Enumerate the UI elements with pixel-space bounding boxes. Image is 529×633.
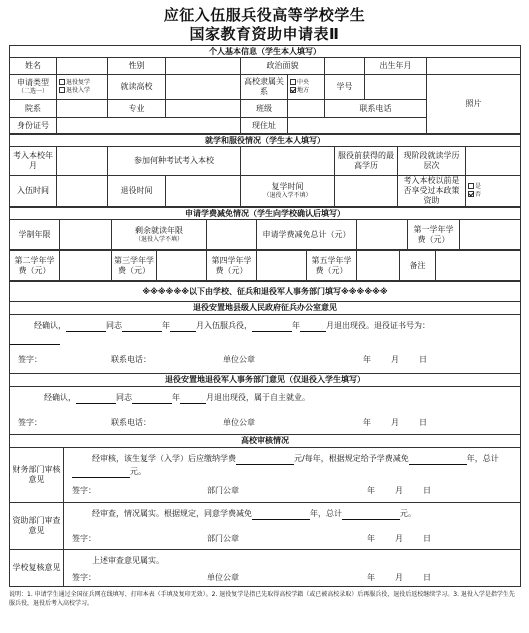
option-local-label: 地方 bbox=[297, 87, 310, 94]
finance-opinion[interactable] bbox=[64, 448, 521, 503]
school-review-opinion[interactable] bbox=[64, 550, 521, 587]
tuition-years-table bbox=[9, 250, 521, 281]
month-label: 月 bbox=[391, 418, 399, 427]
year5-label: 第五学年学费（元） bbox=[307, 251, 357, 281]
veterans-text-2: 同志 bbox=[116, 393, 132, 402]
year1-label: 第一学年学费（元） bbox=[408, 220, 460, 250]
unit-seal-label: 单位公章 bbox=[207, 573, 239, 582]
checked-checkbox-icon[interactable] bbox=[468, 191, 474, 197]
resume-time-text: 复学时间 bbox=[271, 182, 304, 191]
year-blank[interactable] bbox=[132, 395, 172, 404]
total-reduction-field[interactable] bbox=[357, 220, 408, 250]
phone-cell bbox=[325, 100, 427, 118]
class-field[interactable] bbox=[288, 100, 325, 118]
school-review-text: 上述审查意见属实。 bbox=[92, 556, 164, 565]
month-blank[interactable] bbox=[170, 323, 196, 332]
birth-label: 出生年月 bbox=[365, 58, 427, 75]
veterans-paragraph bbox=[12, 387, 518, 408]
finance-text-3: 年，总计 bbox=[466, 454, 499, 463]
month-blank[interactable] bbox=[300, 323, 326, 332]
veterans-text-1: 经确认， bbox=[44, 393, 76, 402]
checked-checkbox-icon[interactable] bbox=[290, 87, 296, 93]
signature-label: 签字： bbox=[72, 486, 96, 495]
class-label: 班级 bbox=[241, 100, 288, 118]
year-label: 年 bbox=[363, 418, 371, 427]
app-type-label bbox=[10, 75, 57, 100]
contact-phone-label: 联系电话： bbox=[111, 418, 151, 427]
aid-paragraph bbox=[66, 503, 518, 524]
remaining-years-note: （退役入学不填） bbox=[134, 235, 183, 243]
exam-type-label: 参加何种考试考入本校 bbox=[108, 147, 241, 176]
county-signature-row bbox=[12, 349, 518, 365]
app-type-note: （二选一） bbox=[17, 88, 48, 95]
veterans-signature-row bbox=[12, 408, 518, 428]
student-id-field[interactable] bbox=[365, 75, 427, 100]
year-blank[interactable] bbox=[252, 323, 292, 332]
resume-time-field[interactable] bbox=[335, 176, 398, 207]
option-resume[interactable] bbox=[59, 79, 105, 87]
address-label: 现住址 bbox=[241, 118, 288, 134]
faculty-field[interactable] bbox=[57, 100, 108, 118]
signature-label: 签字： bbox=[72, 534, 96, 543]
address-field[interactable] bbox=[288, 118, 427, 134]
month-label: 月 bbox=[395, 573, 403, 582]
year-blank[interactable] bbox=[122, 323, 162, 332]
birth-field[interactable] bbox=[427, 58, 521, 75]
approval-table bbox=[9, 281, 521, 587]
year1-field[interactable] bbox=[460, 220, 521, 250]
year2-field[interactable] bbox=[60, 251, 112, 281]
finance-text-1: 经审核，该生复学（入学）后应缴纳学费 bbox=[92, 454, 236, 463]
finance-signature-row bbox=[66, 482, 518, 496]
unit-seal-label: 单位公章 bbox=[223, 418, 255, 427]
option-enroll[interactable] bbox=[59, 87, 105, 95]
id-number-label: 身份证号 bbox=[10, 118, 57, 134]
program-years-label: 学制年限 bbox=[10, 220, 60, 250]
tuition-table bbox=[9, 207, 521, 250]
total-blank[interactable] bbox=[72, 469, 130, 478]
year3-label: 第三学年学费（元） bbox=[112, 251, 157, 281]
section-service-header: 就学和服役情况（学生本人填写） bbox=[10, 135, 521, 147]
name-blank[interactable] bbox=[66, 323, 106, 332]
section-veterans-header: 退役安置地退役军人事务部门意见（仅退役入学生填写） bbox=[10, 374, 521, 387]
major-field[interactable] bbox=[166, 100, 241, 118]
finance-label: 财务部门审核意见 bbox=[10, 448, 64, 503]
year-label: 年 bbox=[363, 355, 371, 364]
school-field[interactable] bbox=[166, 75, 241, 100]
affiliation-label: 高校隶属关系 bbox=[241, 75, 288, 100]
county-text-1: 经确认， bbox=[34, 321, 66, 330]
app-type-options bbox=[57, 75, 108, 100]
student-id-label: 学号 bbox=[325, 75, 365, 100]
finance-text-2: 元/每年，根据规定给予学费减免 bbox=[294, 454, 409, 463]
aid-text-3: 元。 bbox=[400, 509, 416, 518]
section-basic-header: 个人基本信息（学生本人填写） bbox=[10, 46, 521, 58]
day-label: 日 bbox=[423, 573, 431, 582]
politics-field[interactable] bbox=[325, 58, 365, 75]
option-yes-label: 是 bbox=[475, 183, 482, 190]
gender-label: 性别 bbox=[108, 58, 166, 75]
policy-question: 考入本校以前是否享受过本政策资助 bbox=[398, 176, 466, 207]
year-label: 年 bbox=[367, 486, 375, 495]
county-paragraph bbox=[12, 315, 518, 349]
school-label: 就读高校 bbox=[108, 75, 166, 100]
day-label: 日 bbox=[423, 486, 431, 495]
option-resume-label: 退役复学 bbox=[66, 79, 91, 86]
unit-seal-label: 单位公章 bbox=[223, 355, 255, 364]
checkbox-icon[interactable] bbox=[290, 79, 296, 85]
year-label: 年 bbox=[367, 534, 375, 543]
discharge-time-field[interactable] bbox=[166, 176, 241, 207]
county-text-2: 同志 bbox=[106, 321, 122, 330]
photo-box[interactable]: 照片 bbox=[427, 75, 521, 134]
certificate-number-blank[interactable] bbox=[10, 336, 61, 345]
id-number-field[interactable] bbox=[57, 118, 241, 134]
total-reduction-label: 申请学费减免总计（元） bbox=[257, 220, 357, 250]
finance-text-4: 元。 bbox=[130, 467, 146, 476]
option-no-label: 否 bbox=[475, 191, 482, 198]
signature-label: 签字： bbox=[72, 573, 96, 582]
basic-info-table bbox=[9, 45, 521, 134]
month-label: 月 bbox=[395, 534, 403, 543]
option-enroll-label: 退役入学 bbox=[66, 87, 91, 94]
name-field[interactable] bbox=[57, 58, 108, 75]
county-text-3: 年 bbox=[162, 321, 170, 330]
enroll-date-field[interactable] bbox=[57, 147, 108, 176]
veterans-text-3: 年 bbox=[172, 393, 180, 402]
phone-label: 联系电话 bbox=[359, 103, 392, 113]
checkbox-icon[interactable] bbox=[59, 79, 65, 85]
remaining-years-text: 剩余就读年限 bbox=[135, 225, 183, 235]
current-level-label: 现阶段就读学历层次 bbox=[398, 147, 466, 176]
school-signature-row bbox=[66, 571, 518, 583]
veterans-opinion[interactable] bbox=[10, 387, 521, 435]
contact-phone-label: 联系电话： bbox=[111, 355, 151, 364]
years-blank[interactable] bbox=[409, 456, 467, 465]
politics-label: 政治面貌 bbox=[241, 58, 325, 75]
affiliation-options bbox=[288, 75, 325, 100]
day-label: 日 bbox=[419, 418, 427, 427]
program-years-field[interactable] bbox=[60, 220, 112, 250]
county-text-5: 年 bbox=[292, 321, 300, 330]
name-blank[interactable] bbox=[76, 395, 116, 404]
remaining-years-label bbox=[112, 220, 207, 250]
form-title-line1: 应征入伍服兵役高等学校学生 bbox=[163, 6, 366, 24]
remaining-years-field[interactable] bbox=[207, 220, 257, 250]
year4-label: 第四学年学费（元） bbox=[207, 251, 257, 281]
dept-seal-label: 部门公章 bbox=[207, 534, 239, 543]
enlist-time-label: 入伍时间 bbox=[10, 176, 57, 207]
section-tuition-header: 申请学费减免情况（学生向学校确认后填写） bbox=[10, 208, 521, 220]
signature-label: 签字： bbox=[18, 355, 42, 364]
current-level-field[interactable] bbox=[466, 147, 521, 176]
veterans-text-4: 月退出现役，属于自主就业。 bbox=[206, 393, 310, 402]
year2-label: 第二学年学费（元） bbox=[10, 251, 60, 281]
dept-seal-label: 部门公章 bbox=[207, 486, 239, 495]
year3-field[interactable] bbox=[157, 251, 207, 281]
remarks-label: 备注 bbox=[400, 251, 436, 281]
policy-options bbox=[466, 176, 521, 207]
annual-fee-blank[interactable] bbox=[236, 456, 294, 465]
major-label: 专业 bbox=[108, 100, 166, 118]
aid-label: 资助部门审查意见 bbox=[10, 503, 64, 550]
resume-time-label bbox=[241, 176, 335, 207]
resume-time-note: （退役入学不填） bbox=[263, 192, 312, 199]
month-label: 月 bbox=[391, 355, 399, 364]
option-central-label: 中央 bbox=[297, 79, 310, 86]
month-label: 月 bbox=[395, 486, 403, 495]
app-type-text: 申请类型 bbox=[17, 78, 49, 87]
section-review-header: 高校审核情况 bbox=[10, 435, 521, 448]
enlist-time-field[interactable] bbox=[57, 176, 108, 207]
checkbox-icon[interactable] bbox=[468, 183, 474, 189]
year4-field[interactable] bbox=[257, 251, 307, 281]
aid-opinion[interactable] bbox=[64, 503, 521, 550]
option-local[interactable] bbox=[290, 87, 322, 95]
aid-signature-row bbox=[66, 524, 518, 544]
day-label: 日 bbox=[419, 355, 427, 364]
enroll-date-label: 考入本校年月 bbox=[10, 147, 57, 176]
aid-text-1: 经审查，情况属实。根据规定，同意学费减免 bbox=[92, 509, 252, 518]
total-blank[interactable] bbox=[342, 511, 400, 520]
discharge-time-label: 退役时间 bbox=[108, 176, 166, 207]
signature-label: 签字： bbox=[18, 418, 42, 427]
year-label: 年 bbox=[367, 573, 375, 582]
section-county-header: 退役安置地县级人民政府征兵办公室意见 bbox=[10, 302, 521, 315]
year5-field[interactable] bbox=[357, 251, 400, 281]
years-blank[interactable] bbox=[252, 511, 310, 520]
remarks-field[interactable] bbox=[436, 251, 521, 281]
aid-text-2: 年，总计 bbox=[310, 509, 342, 518]
school-review-label: 学校复核意见 bbox=[10, 550, 64, 587]
checkbox-icon[interactable] bbox=[59, 87, 65, 93]
degree-before-label: 服役前获得的最高学历 bbox=[335, 147, 398, 176]
county-text-4: 月入伍服兵役， bbox=[196, 321, 252, 330]
option-no[interactable] bbox=[468, 191, 518, 199]
service-table bbox=[9, 134, 521, 207]
option-yes[interactable] bbox=[468, 183, 518, 191]
footnote: 说明：1. 申请学生通过全国征兵网在线填写、打印本表（手填及复印无效）。2. 退役复学是指已先取得高校学籍（或已被高校录取）后再服兵役，退役后返校继续学习。3. 退役入学是指学生先服兵役，退役后考入高校学习。 bbox=[9, 591, 515, 607]
exam-type-field[interactable] bbox=[241, 147, 335, 176]
month-blank[interactable] bbox=[180, 395, 206, 404]
divider-row: ※※※※※※以下由学校、征兵和退役军人事务部门填写※※※※※※ bbox=[10, 282, 521, 302]
faculty-label: 院系 bbox=[10, 100, 57, 118]
county-opinion[interactable] bbox=[10, 315, 521, 374]
name-label: 姓名 bbox=[10, 58, 57, 75]
gender-field[interactable] bbox=[166, 58, 241, 75]
finance-paragraph bbox=[66, 448, 518, 482]
day-label: 日 bbox=[423, 534, 431, 543]
form-title-line2: 国家教育资助申请表Ⅱ bbox=[189, 25, 340, 43]
county-text-6: 月退出现役。退役证书号为： bbox=[326, 321, 430, 330]
